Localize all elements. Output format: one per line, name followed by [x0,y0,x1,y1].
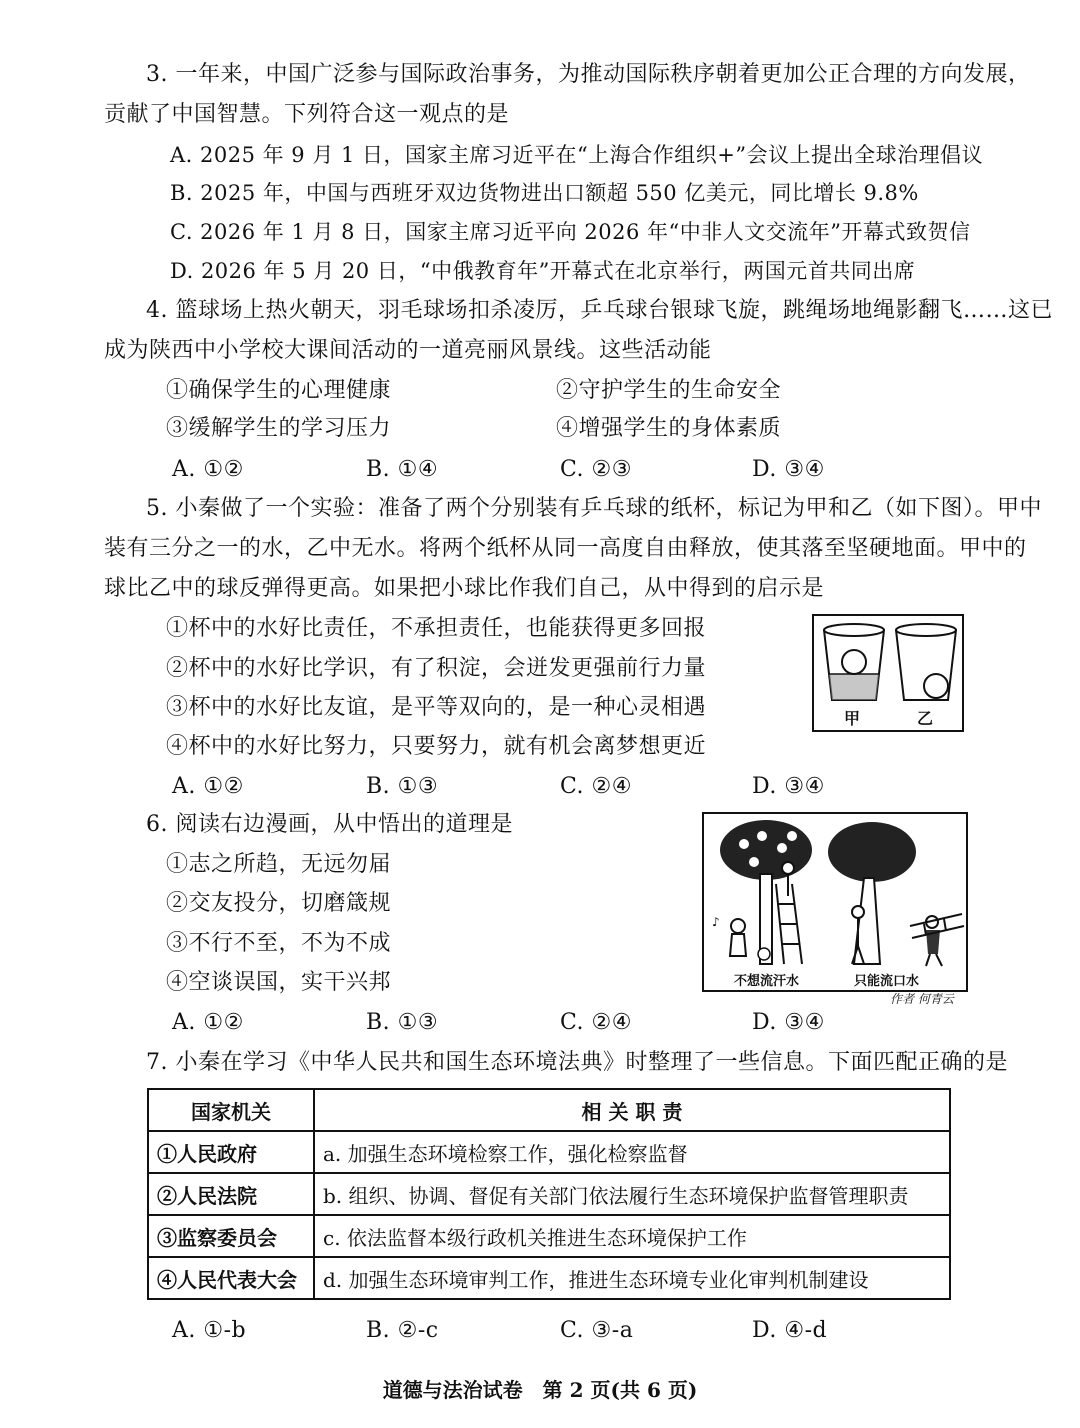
cartoon-illustration [704,814,966,990]
q5-item-1: ①杯中的水好比责任，不承担责任，也能获得更多回报 [166,616,707,641]
table-header-organ: 国家机关 [148,1089,314,1131]
cartoon-author: 作者 何青云 [890,992,954,1006]
table-cell-duty: d. 加强生态环境审判工作，推进生态环境专业化审判机制建设 [314,1257,950,1299]
q7-choice-c: C. ③-a [560,1318,634,1343]
q5-choice-d: D. ③④ [752,774,825,799]
q5-stem-line2: 装有三分之一的水，乙中无水。将两个纸杯从同一高度自由释放，使其落至坚硬地面。甲中的 [104,536,1027,561]
table-row [148,1215,950,1257]
q3-option-d: D. 2026 年 5 月 20 日，“中俄教育年”开幕式在北京举行，两国元首共同出席 [170,259,916,283]
cartoon-caption-right: 只能流口水 [854,974,920,989]
q4-choice-d: D. ③④ [752,457,825,482]
q7-choice-d: D. ④-d [752,1318,828,1343]
q5-stem-line3: 球比乙中的球反弹得更高。如果把小球比作我们自己，从中得到的启示是 [104,576,825,601]
q5-choice-a: A. ①② [172,774,244,799]
q4-stem-line2: 成为陕西中小学校大课间活动的一道亮丽风景线。这些活动能 [104,338,712,363]
q3-stem-line2: 贡献了中国智慧。下列符合这一观点的是 [104,102,510,127]
q7-choice-b: B. ②-c [366,1318,439,1343]
cartoon-figure [702,812,968,992]
q4-choice-a: A. ①② [172,457,244,482]
q4-item-1: ①确保学生的心理健康 [166,378,392,403]
q3-stem-line1: 3. 一年来，中国广泛参与国际政治事务，为推动国际秩序朝着更加公正合理的方向发展， [146,62,1031,87]
svg-text:♪: ♪ [712,915,720,929]
q4-item-4: ④增强学生的身体素质 [556,416,782,441]
q5-stem-line1: 5. 小秦做了一个实验：准备了两个分别装有乒乓球的纸杯，标记为甲和乙（如下图）。甲中 [146,496,1042,521]
q5-choice-b: B. ①③ [366,774,439,799]
cup-label-yi: 乙 [917,709,934,728]
table-cell-organ: ④人民代表大会 [148,1257,314,1299]
cups-illustration [814,616,962,730]
q6-choice-a: A. ①② [172,1010,244,1035]
q4-item-2: ②守护学生的生命安全 [556,378,782,403]
q6-item-1: ①志之所趋，无远勿届 [166,852,392,877]
q4-choice-b: B. ①④ [366,457,439,482]
q6-stem: 6. 阅读右边漫画，从中悟出的道理是 [146,812,513,837]
q6-item-3: ③不行不至，不为不成 [166,931,392,956]
table-cell-organ: ②人民法院 [148,1173,314,1215]
table-cell-organ: ③监察委员会 [148,1215,314,1257]
q7-stem: 7. 小秦在学习《中华人民共和国生态环境法典》时整理了一些信息。下面匹配正确的是 [146,1050,1008,1075]
q4-stem-line1: 4. 篮球场上热火朝天，羽毛球场扣杀凌厉，乒乓球台银球飞旋，跳绳场地绳影翻飞……这已 [146,298,1053,323]
q5-item-2: ②杯中的水好比学识，有了积淀，会迸发更强前行力量 [166,656,707,681]
table-header-duty: 相 关 职 责 [314,1089,950,1131]
table-row [148,1173,950,1215]
page-footer: 道德与法治试卷 第 2 页(共 6 页) [382,1378,698,1402]
q3-option-c: C. 2026 年 1 月 8 日，国家主席习近平向 2026 年“中非人文交流年”开幕式致贺信 [170,220,971,244]
q5-choice-c: C. ②④ [560,774,632,799]
q6-item-2: ②交友投分，切磨箴规 [166,891,392,916]
q6-choice-b: B. ①③ [366,1010,439,1035]
q6-choice-d: D. ③④ [752,1010,825,1035]
q4-item-3: ③缓解学生的学习压力 [166,416,392,441]
table-row [148,1257,950,1299]
q5-item-3: ③杯中的水好比友谊，是平等双向的，是一种心灵相遇 [166,695,707,720]
q3-option-a: A. 2025 年 9 月 1 日，国家主席习近平在“上海合作组织+”会议上提出全球治理倡议 [170,143,984,167]
q7-table [147,1088,951,1300]
q6-item-4: ④空谈误国，实干兴邦 [166,970,392,995]
q3-option-b: B. 2025 年，中国与西班牙双边货物进出口额超 550 亿美元，同比增长 9.8% [170,181,919,205]
q7-choice-a: A. ①-b [172,1318,247,1343]
table-header-row [148,1089,950,1131]
q6-choice-c: C. ②④ [560,1010,632,1035]
cartoon-caption-left: 不想流汗水 [734,974,800,989]
table-cell-organ: ①人民政府 [148,1131,314,1173]
q5-item-4: ④杯中的水好比努力，只要努力，就有机会离梦想更近 [166,734,707,759]
table-cell-duty: c. 依法监督本级行政机关推进生态环境保护工作 [314,1215,950,1257]
table-row [148,1131,950,1173]
cup-label-jia: 甲 [844,709,861,728]
table-cell-duty: b. 组织、协调、督促有关部门依法履行生态环境保护监督管理职责 [314,1173,950,1215]
q4-choice-c: C. ②③ [560,457,632,482]
table-cell-duty: a. 加强生态环境检察工作，强化检察监督 [314,1131,950,1173]
cups-figure [812,614,964,732]
